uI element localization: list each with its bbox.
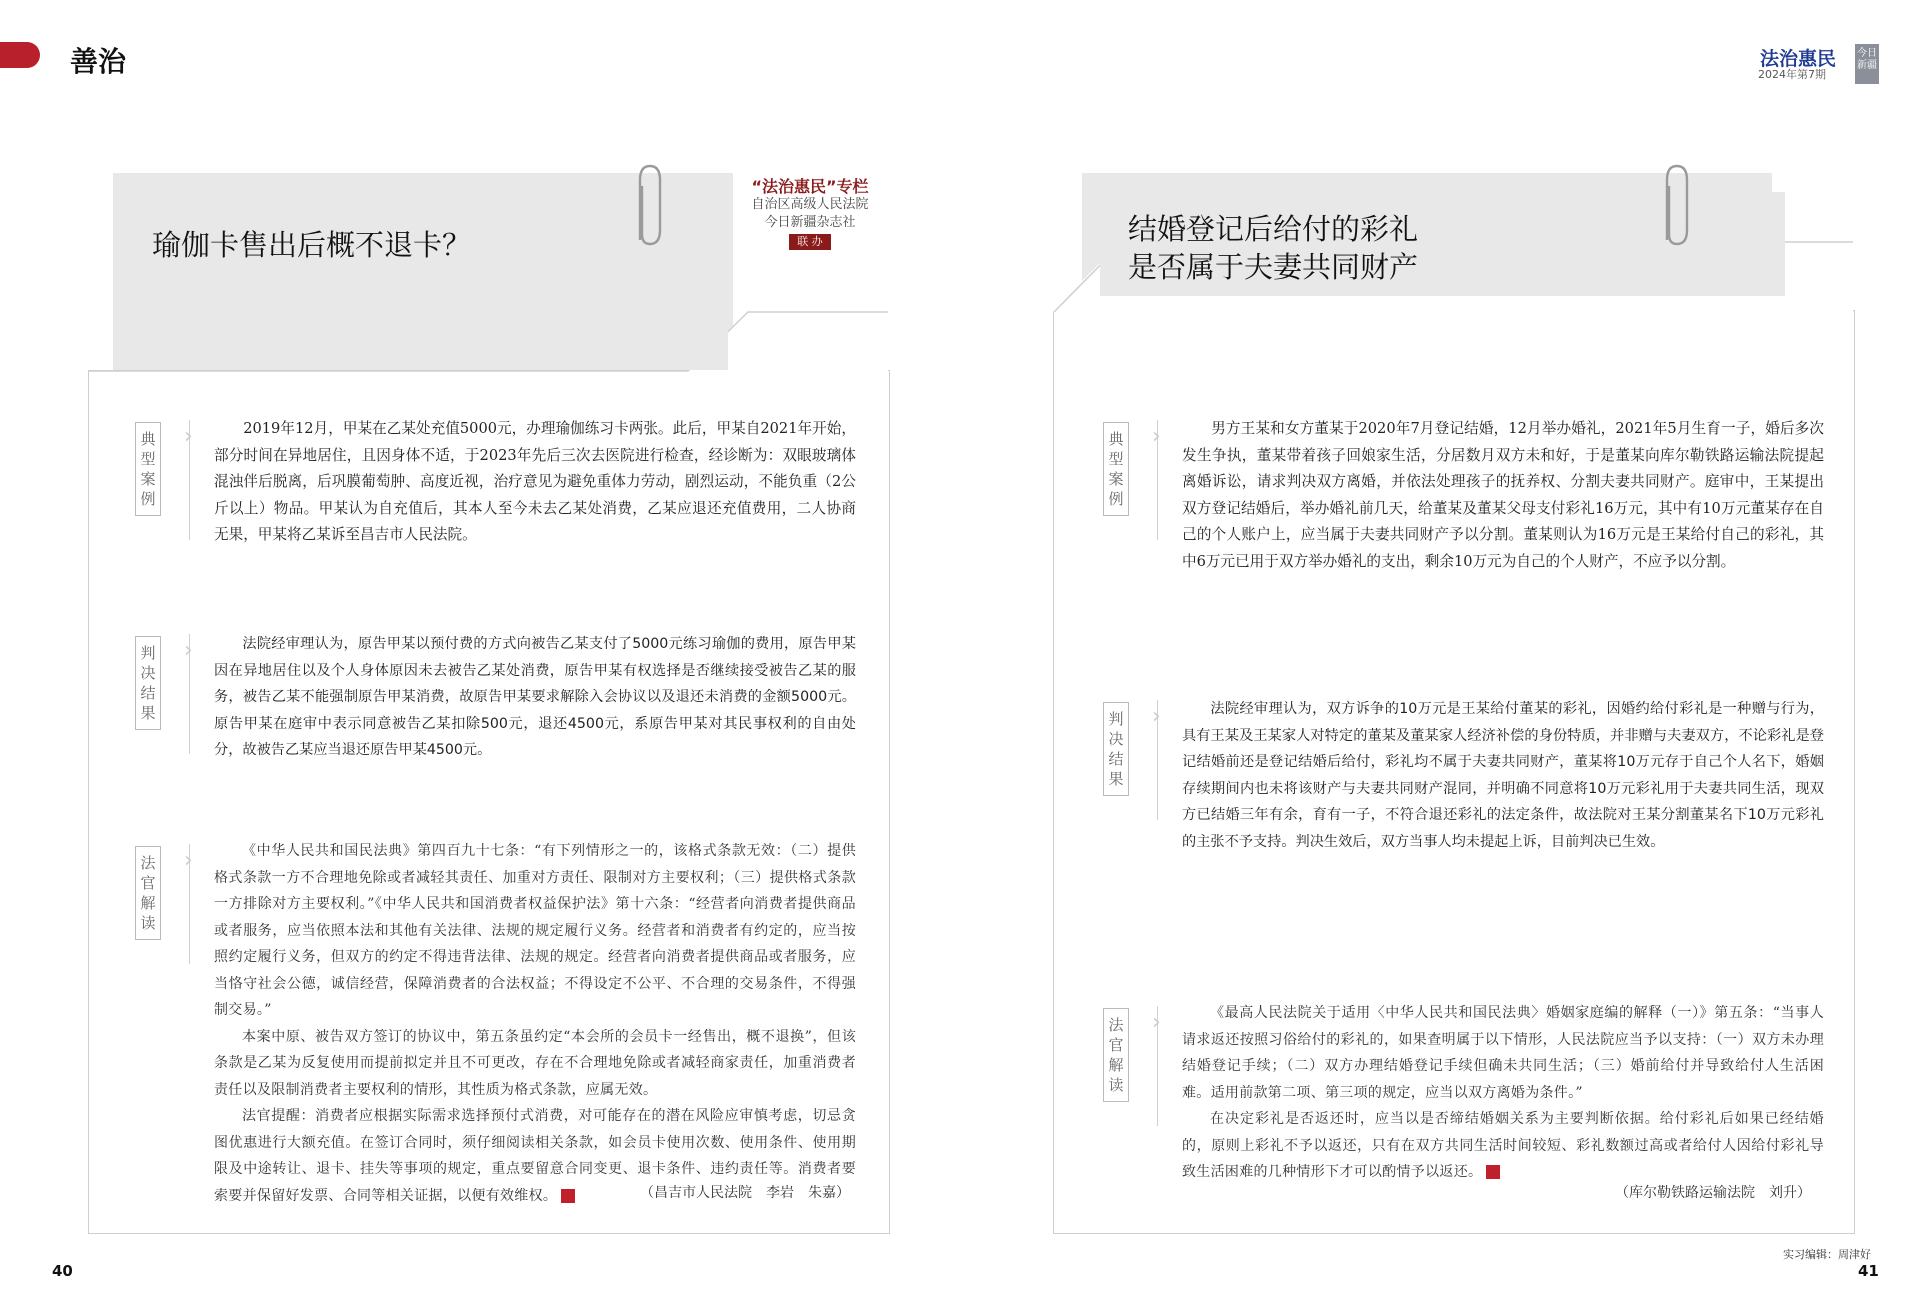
right-case-text (1182, 416, 1824, 575)
section-title: 善治 (70, 45, 127, 78)
column-org-magazine: 今日新疆杂志社 (764, 215, 856, 230)
paragraph: 男方王某和女方董某于2020年7月登记结婚，12月举办婚礼，2021年5月生育一子，婚后多次发生争执，董某带着孩子回娘家生活，分居数月双方未和好，于是董某向库尔勒铁路运输法院提起离婚诉讼，请求判决双方离婚，并依法处理孩子的抚养权、分割夫妻共同财产。庭审中，王某提出双方登记结婚后，举办婚礼前几天，给董某及董某父母支付彩礼16万元，其中有10万元董某存在自己的个人账户上，应当属于夫妻共同财产予以分割。董某则认为16万元是王某给付自己的彩礼，其中6万元已用于双方举办婚礼的支出，剩余10万元为自己的个人财产，不应予以分割。 (1182, 420, 1824, 570)
paragraph: 法院经审理认为，原告甲某以预付费的方式向被告乙某支付了5000元练习瑜伽的费用，原告甲某因在异地居住以及个人身体原因未去被告乙某处消费，原告甲某有权选择是否继续接受被告乙某的服务，被告乙某不能强制原告甲某消费，故原告甲某要求解除入会协议以及退还未消费的金额5000元。原告甲某在庭审中表示同意被告乙某扣除500元，退还4500元，系原告甲某对其民事权利的自由处分，故被告乙某应当退还原告甲某4500元。 (214, 636, 856, 758)
chevron-right-icon: › (184, 638, 193, 663)
right-interpretation-text (1182, 1000, 1824, 1186)
left-label-interpretation: 法官解读 (135, 846, 161, 940)
paper-clip-icon (628, 160, 668, 250)
paragraph: 《中华人民共和国民法典》第四百九十七条：“有下列情形之一的，该格式条款无效：（二）提供格式条款一方不合理地免除或者减轻其责任、加重对方责任、限制对方主要权利；（三）提供格式条款一方排除对方主要权利。”《中华人民共和国消费者权益保护法》第十六条：“经营者向消费者提供商品或者服务，应当依照本法和其他有关法律、法规的规定履行义务。经营者和消费者有约定的，应当按照约定履行义务，但双方的约定不得违背法律、法规的规定。经营者向消费者提供商品或者服务，应当恪守社会公德，诚信经营，保障消费者的合法权益；不得设定不公平、不合理的交易条件，不得强制交易。” (214, 843, 856, 1018)
paper-clip-icon (1655, 160, 1695, 250)
section-marker (0, 42, 40, 68)
right-verdict-text (1182, 696, 1824, 855)
page-number-right: 41 (1858, 1262, 1879, 1280)
column-name: “法治惠民”专栏 (751, 177, 869, 196)
left-verdict-text (214, 631, 856, 764)
magazine-issue: 2024年第7期 (1758, 68, 1826, 81)
chevron-right-icon: › (1152, 704, 1161, 729)
paragraph: 2019年12月，甲某在乙某处充值5000元，办理瑜伽练习卡两张。此后，甲某自2021年开始，部分时间在异地居住，且因身体不适，于2023年先后三次去医院进行检查，经诊断为：双眼玻璃体混浊伴后脱离，后巩膜葡萄肿、高度近视，治疗意见为避免重体力劳动，剧烈运动，不能负重（2公斤以上）物品。甲某认为自充值后，其本人至今未去乙某处消费，乙某应退还充值费用，二人协商无果，甲某将乙某诉至昌吉市人民法院。 (214, 420, 856, 543)
chevron-right-icon: › (184, 424, 193, 449)
paragraph: 在决定彩礼是否返还时，应当以是否缔结婚姻关系为主要判断依据。给付彩礼后如果已经结婚的，原则上彩礼不予以返还，只有在双方共同生活时间较短、彩礼数额过高或者给付人因给付彩礼导致生活困难的几种情形下才可以酌情予以返还。 J (1182, 1111, 1824, 1180)
left-label-verdict: 判决结果 (135, 636, 161, 730)
left-label-case: 典型案例 (135, 422, 161, 516)
left-signature: （昌吉市人民法院 李岩 朱嘉） (640, 1185, 850, 1201)
paragraph: 法院经审理认为，双方诉争的10万元是王某给付董某的彩礼，因婚约给付彩礼是一种赠与行为，具有王某及王某家人对特定的董某及董某家人经济补偿的身份特质，并非赠与夫妻双方，不论彩礼是登记结婚前还是登记结婚后给付，彩礼均不属于夫妻共同财产，董某将10万元存于自己个人名下，婚姻存续期间内也未将该财产与夫妻共同财产混同，并明确不同意将10万元彩礼用于夫妻共同生活，现双方已结婚三年有余，育有一子，不符合退还彩礼的法定条件，故法院对王某分割董某名下10万元彩礼的主张不予支持。判决生效后，双方当事人均未提起上诉，目前判决已生效。 (1182, 701, 1824, 850)
paragraph: 本案中原、被告双方签订的协议中，第五条虽约定“本会所的会员卡一经售出，概不退换”，但该条款是乙某为反复使用而提前拟定并且不可更改，存在不合理地免除或者减轻商家责任，加重消费者责任以及限制消费者主要权利的情形，其性质为格式条款，应属无效。 (214, 1028, 856, 1098)
page-number-left: 40 (52, 1262, 73, 1280)
left-article-title: 瑜伽卡售出后概不退卡？ (152, 228, 472, 262)
right-title-line-2: 是否属于夫妻共同财产 (1128, 250, 1419, 284)
magazine-badge: 今日新疆 (1855, 44, 1879, 84)
chevron-right-icon: › (184, 848, 193, 873)
column-org-court: 自治区高级人民法院 (751, 197, 869, 212)
chevron-right-icon: › (1152, 424, 1161, 449)
right-label-verdict: 判决结果 (1103, 702, 1129, 796)
chevron-right-icon: › (1152, 1010, 1161, 1035)
right-article-title (1128, 210, 1418, 286)
right-label-interpretation: 法官解读 (1103, 1008, 1129, 1102)
right-label-case: 典型案例 (1103, 422, 1129, 516)
editor-credit: 实习编辑：周津好 (1783, 1248, 1871, 1261)
left-interpretation-text (214, 838, 856, 1209)
right-signature: （库尔勒铁路运输法院 刘升） (1615, 1185, 1811, 1201)
paragraph: 法官提醒：消费者应根据实际需求选择预付式消费，对可能存在的潜在风险应审慎考虑，切忌贪图优惠进行大额充值。在签订合同时，须仔细阅读相关条款，如会员卡使用次数、使用条件、使用期限及中途转让、退卡、挂失等事项的规定，重点要留意合同变更、退卡条件、违约责任等。消费者要索要并保留好发票、合同等相关证据，以便有效维权。 J (214, 1108, 856, 1204)
paragraph: 《最高人民法院关于适用〈中华人民共和国民法典〉婚姻家庭编的解释（一）》第五条：“当事人请求返还按照习俗给付的彩礼的，如果查明属于以下情形，人民法院应当予以支持：（一）双方未办理结婚登记手续；（二）双方办理结婚登记手续但确未共同生活；（三）婚前给付并导致给付人生活困难。适用前款第二项、第三项的规定，应当以双方离婚为条件。” (1182, 1005, 1824, 1101)
magazine-title: 法治惠民 (1760, 48, 1837, 70)
right-title-line-1: 结婚登记后给付的彩礼 (1128, 212, 1419, 246)
end-mark-icon: J (1486, 1165, 1500, 1179)
left-case-text (214, 416, 856, 549)
end-mark-icon: J (561, 1189, 575, 1203)
joint-badge: 联 办 (789, 234, 831, 250)
column-tag (745, 178, 875, 251)
